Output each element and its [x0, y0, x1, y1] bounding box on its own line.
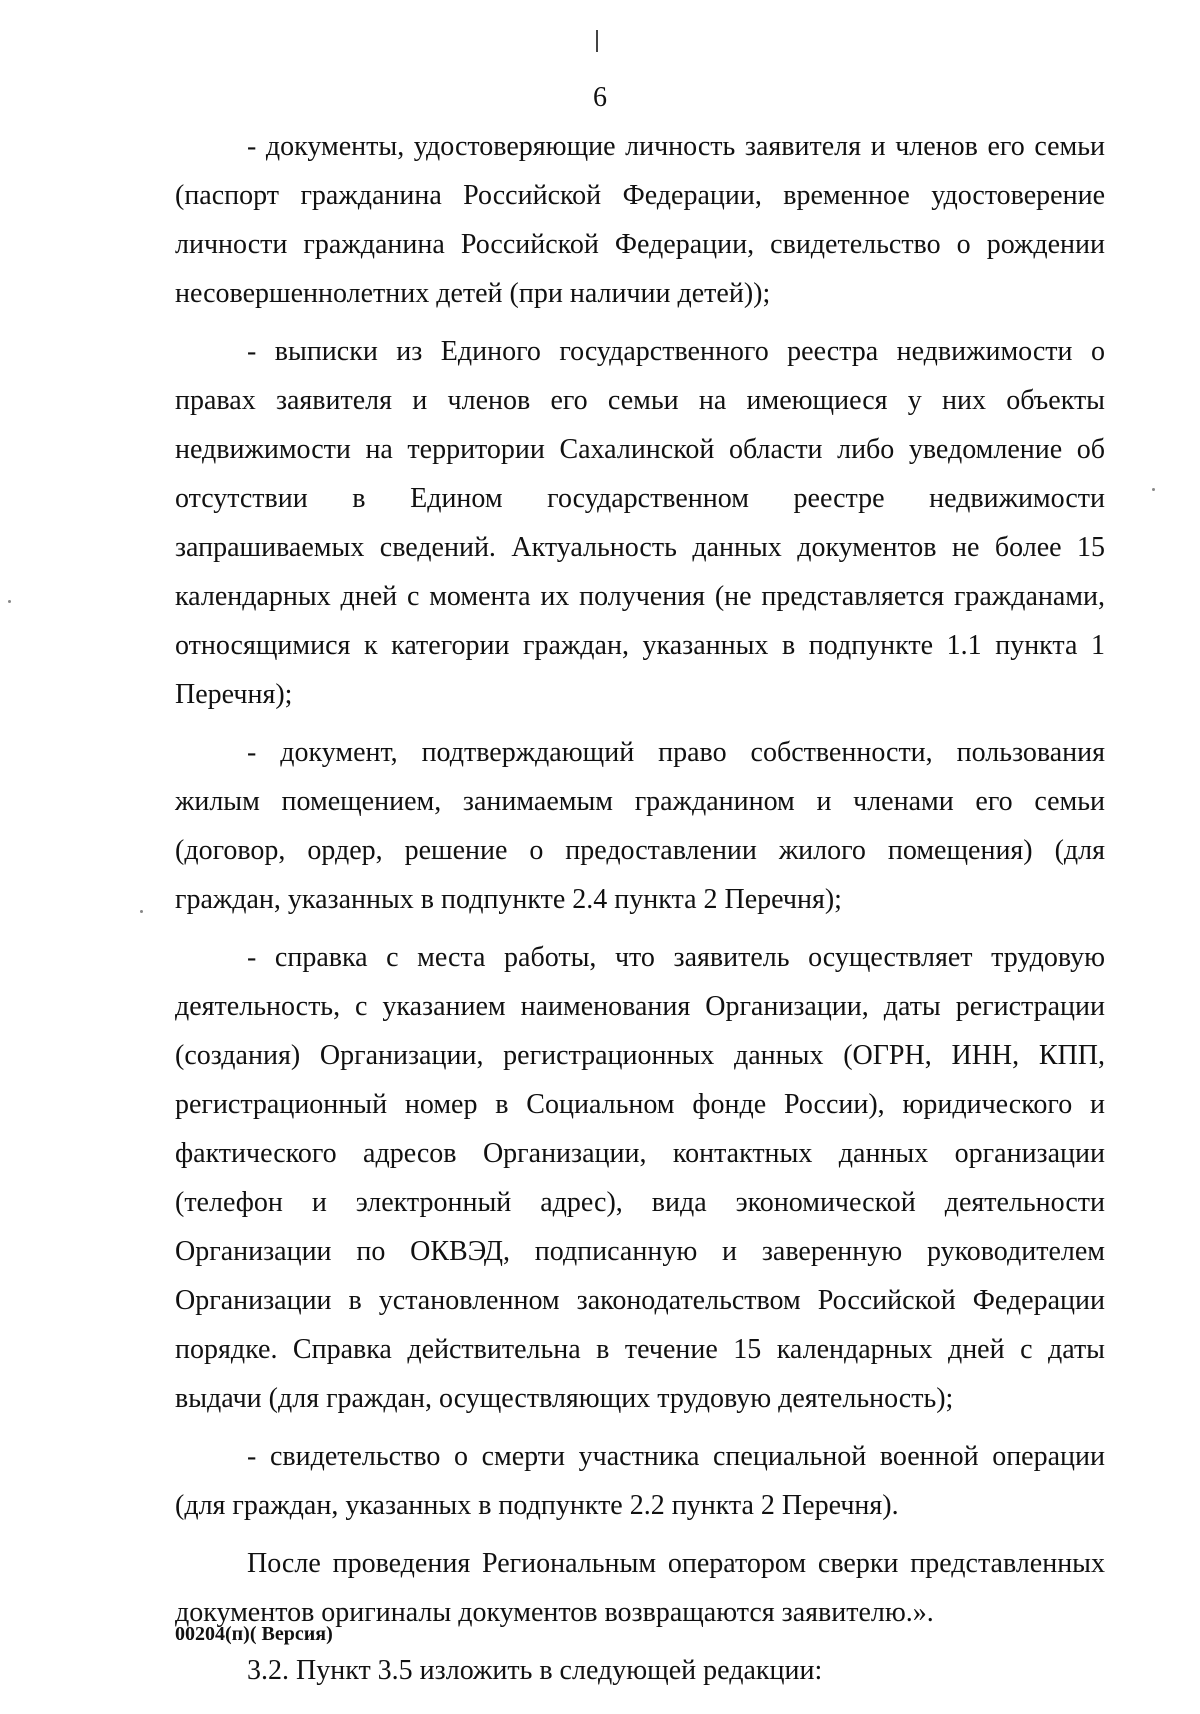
paragraph-ownership-document: - документ, подтверждающий право собственности, пользования жилым помещением, занимаемым гражданином и членами его семьи (договор, ордер, решение о предоставлении жилого помещения) (для граждан, указанных в подпункте 2.4 пункта 2 Перечня);	[175, 737, 1105, 915]
document-footer-code: 00204(п)( Версия)	[175, 1623, 333, 1645]
paragraph-originals-returned: После проведения Региональным оператором сверки представленных документов оригиналы документов возвращаются заявителю.».	[175, 1548, 1105, 1628]
scan-speck	[1152, 488, 1155, 491]
paragraph-employment-certificate: - справка с места работы, что заявитель осуществляет трудовую деятельность, с указанием наименования Организации, даты регистрации (создания) Организации, регистрационных данных (ОГРН, ИНН, КПП, регистрационный номер в Социальном фонде России), юридического и фактического адресов Организации, контактных данных организации (телефон и электронный адрес), вида экономической деятельности Организации по ОКВЭД, подписанную и заверенную руководителем Организации в установленном законодательством Российской Федерации порядке. Справка действительна в течение 15 календарных дней с даты выдачи (для граждан, осуществляющих трудовую деятельность);	[175, 942, 1105, 1414]
scan-speck	[8, 600, 11, 603]
paragraph-registry-extracts: - выписки из Единого государственного реестра недвижимости о правах заявителя и членов его семьи на имеющиеся у них объекты недвижимости на территории Сахалинской области либо уведомление об отсутствии в Едином государственном реестре недвижимости запрашиваемых сведений. Актуальность данных документов не более 15 календарных дней с момента их получения (не представляется гражданами, относящимися к категории граждан, указанных в подпункте 1.1 пункта 1 Перечня);	[175, 336, 1105, 710]
paragraph-death-certificate: - свидетельство о смерти участника специальной военной операции (для граждан, указанных в подпункте 2.2 пункта 2 Перечня).	[175, 1441, 1105, 1521]
scan-mark	[596, 30, 598, 52]
document-body	[175, 122, 1105, 1704]
scan-speck	[140, 910, 143, 913]
paragraph-identity-documents: - документы, удостоверяющие личность заявителя и членов его семьи (паспорт гражданина Российской Федерации, временное удостоверение личности гражданина Российской Федерации, свидетельство о рождении несовершеннолетних детей (при наличии детей));	[175, 131, 1105, 309]
paragraph-clause-3-2: 3.2. Пункт 3.5 изложить в следующей редакции:	[247, 1655, 823, 1686]
page-number: 6	[593, 82, 607, 113]
